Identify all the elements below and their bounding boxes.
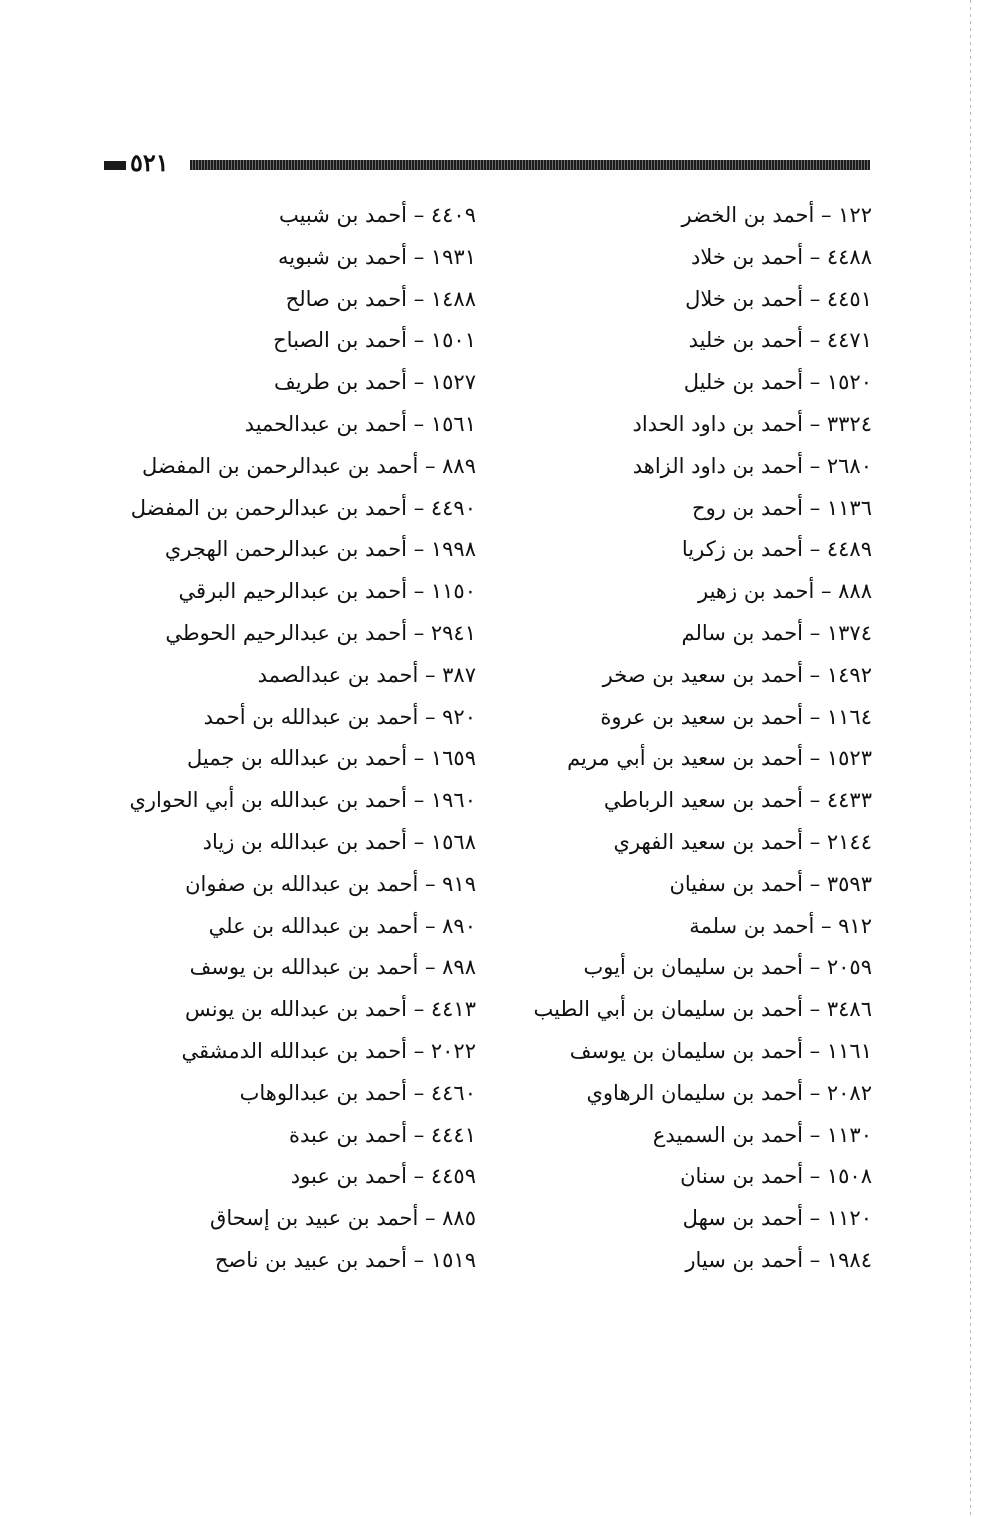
index-entry: ٢٩٤١ – أحمد بن عبدالرحيم الحوطي	[165, 620, 476, 645]
index-column-left	[96, 195, 476, 1282]
index-entry: ١٤٩٢ – أحمد بن سعيد بن صخر	[602, 662, 872, 687]
index-entry: ١٩٨٤ – أحمد بن سيار	[685, 1247, 872, 1272]
index-entry: ٤٤١٣ – أحمد بن عبدالله بن يونس	[185, 997, 476, 1022]
index-entry: ١٩٩٨ – أحمد بن عبدالرحمن الهجري	[164, 537, 476, 562]
index-entry: ٣٤٨٦ – أحمد بن سليمان بن أبي الطيب	[533, 997, 872, 1022]
index-entry: ٣٥٩٣ – أحمد بن سفيان	[669, 871, 872, 896]
index-entry: ١٢٢ – أحمد بن الخضر	[681, 203, 872, 227]
index-entry: ٨٨٥ – أحمد بن عبيد بن إسحاق	[210, 1206, 476, 1231]
index-entry: ٤٤٠٩ – أحمد بن شبيب	[278, 203, 476, 227]
index-entry: ٨٩٨ – أحمد بن عبدالله بن يوسف	[189, 955, 476, 980]
index-entry: ١٩٣١ – أحمد بن شبويه	[277, 244, 476, 269]
index-entry: ١١٦٤ – أحمد بن سعيد بن عروة	[600, 704, 872, 729]
index-entry: ٢٠٨٢ – أحمد بن سليمان الرهاوي	[586, 1080, 872, 1105]
index-entry: ٤٤٦٠ – أحمد بن عبدالوهاب	[239, 1080, 476, 1105]
index-entry: ١٥٦١ – أحمد بن عبدالحميد	[244, 411, 476, 436]
index-entry: ١٥٠٨ – أحمد بن سنان	[680, 1164, 872, 1189]
index-entry: ١٥٠١ – أحمد بن الصباح	[273, 328, 476, 353]
header-ornament	[104, 161, 126, 170]
header-rule	[190, 160, 870, 170]
index-entry: ٤٤٤١ – أحمد بن عبدة	[288, 1122, 476, 1147]
page-edge-shadow	[970, 0, 971, 1517]
index-entry: ١٣٧٤ – أحمد بن سالم	[681, 620, 872, 645]
index-entry: ٢٠٥٩ – أحمد بن سليمان بن أيوب	[583, 955, 872, 980]
index-entry: ٩١٩ – أحمد بن عبدالله بن صفوان	[185, 871, 476, 896]
index-entry: ١٩٦٠ – أحمد بن عبدالله بن أبي الحواري	[129, 788, 476, 813]
index-entry: ٨٨٩ – أحمد بن عبدالرحمن بن المفضل	[142, 453, 476, 478]
index-entry: ٣٨٧ – أحمد بن عبدالصمد	[257, 662, 476, 687]
running-header	[104, 148, 870, 178]
index-entry: ٢١٤٤ – أحمد بن سعيد الفهري	[613, 829, 872, 854]
index-entry: ٨٩٠ – أحمد بن عبدالله بن علي	[208, 913, 476, 938]
index-entry: ٨٨٨ – أحمد بن زهير	[698, 579, 872, 604]
index-entry: ٢٠٢٢ – أحمد بن عبدالله الدمشقي	[181, 1038, 476, 1063]
index-entry: ١٥٢٠ – أحمد بن خليل	[683, 370, 872, 395]
index-entry: ١١٢٠ – أحمد بن سهل	[682, 1206, 872, 1231]
index-entry: ١٥٢٧ – أحمد بن طريف	[273, 370, 476, 395]
index-entry: ٤٤٨٨ – أحمد بن خلاد	[691, 244, 872, 269]
index-entry: ٩١٢ – أحمد بن سلمة	[689, 913, 872, 938]
index-entry: ١٥٦٨ – أحمد بن عبدالله بن زياد	[202, 829, 476, 854]
index-entry: ٤٤٣٣ – أحمد بن سعيد الرباطي	[603, 788, 872, 813]
index-entry: ١٦٥٩ – أحمد بن عبدالله بن جميل	[186, 746, 476, 771]
index-entry: ١١٦١ – أحمد بن سليمان بن يوسف	[569, 1038, 872, 1063]
index-entry: ٤٤٧١ – أحمد بن خليد	[688, 328, 872, 353]
index-entry: ٣٣٢٤ – أحمد بن داود الحداد	[632, 411, 872, 436]
index-entry: ١١٣٠ – أحمد بن السميدع	[652, 1122, 872, 1147]
index-entry: ١١٥٠ – أحمد بن عبدالرحيم البرقي	[178, 579, 476, 604]
index-entry: ٢٦٨٠ – أحمد بن داود الزاهد	[632, 453, 872, 478]
page-number: ٥٢١	[130, 148, 169, 177]
index-entry: ٤٤٩٠ – أحمد بن عبدالرحمن بن المفضل	[130, 495, 476, 520]
index-column-right	[512, 195, 872, 1282]
index-entry: ٩٢٠ – أحمد بن عبدالله بن أحمد	[203, 704, 476, 729]
index-entry: ٤٤٥١ – أحمد بن خلال	[685, 286, 872, 311]
index-entry: ٤٤٨٩ – أحمد بن زكريا	[681, 537, 872, 562]
index-entry: ١٤٨٨ – أحمد بن صالح	[285, 286, 476, 311]
index-entry: ١٥١٩ – أحمد بن عبيد بن ناصح	[214, 1247, 476, 1272]
index-entry: ٤٤٥٩ – أحمد بن عبود	[290, 1164, 476, 1189]
index-entry: ١٥٢٣ – أحمد بن سعيد بن أبي مريم	[567, 746, 872, 771]
index-entry: ١١٣٦ – أحمد بن روح	[692, 495, 872, 520]
